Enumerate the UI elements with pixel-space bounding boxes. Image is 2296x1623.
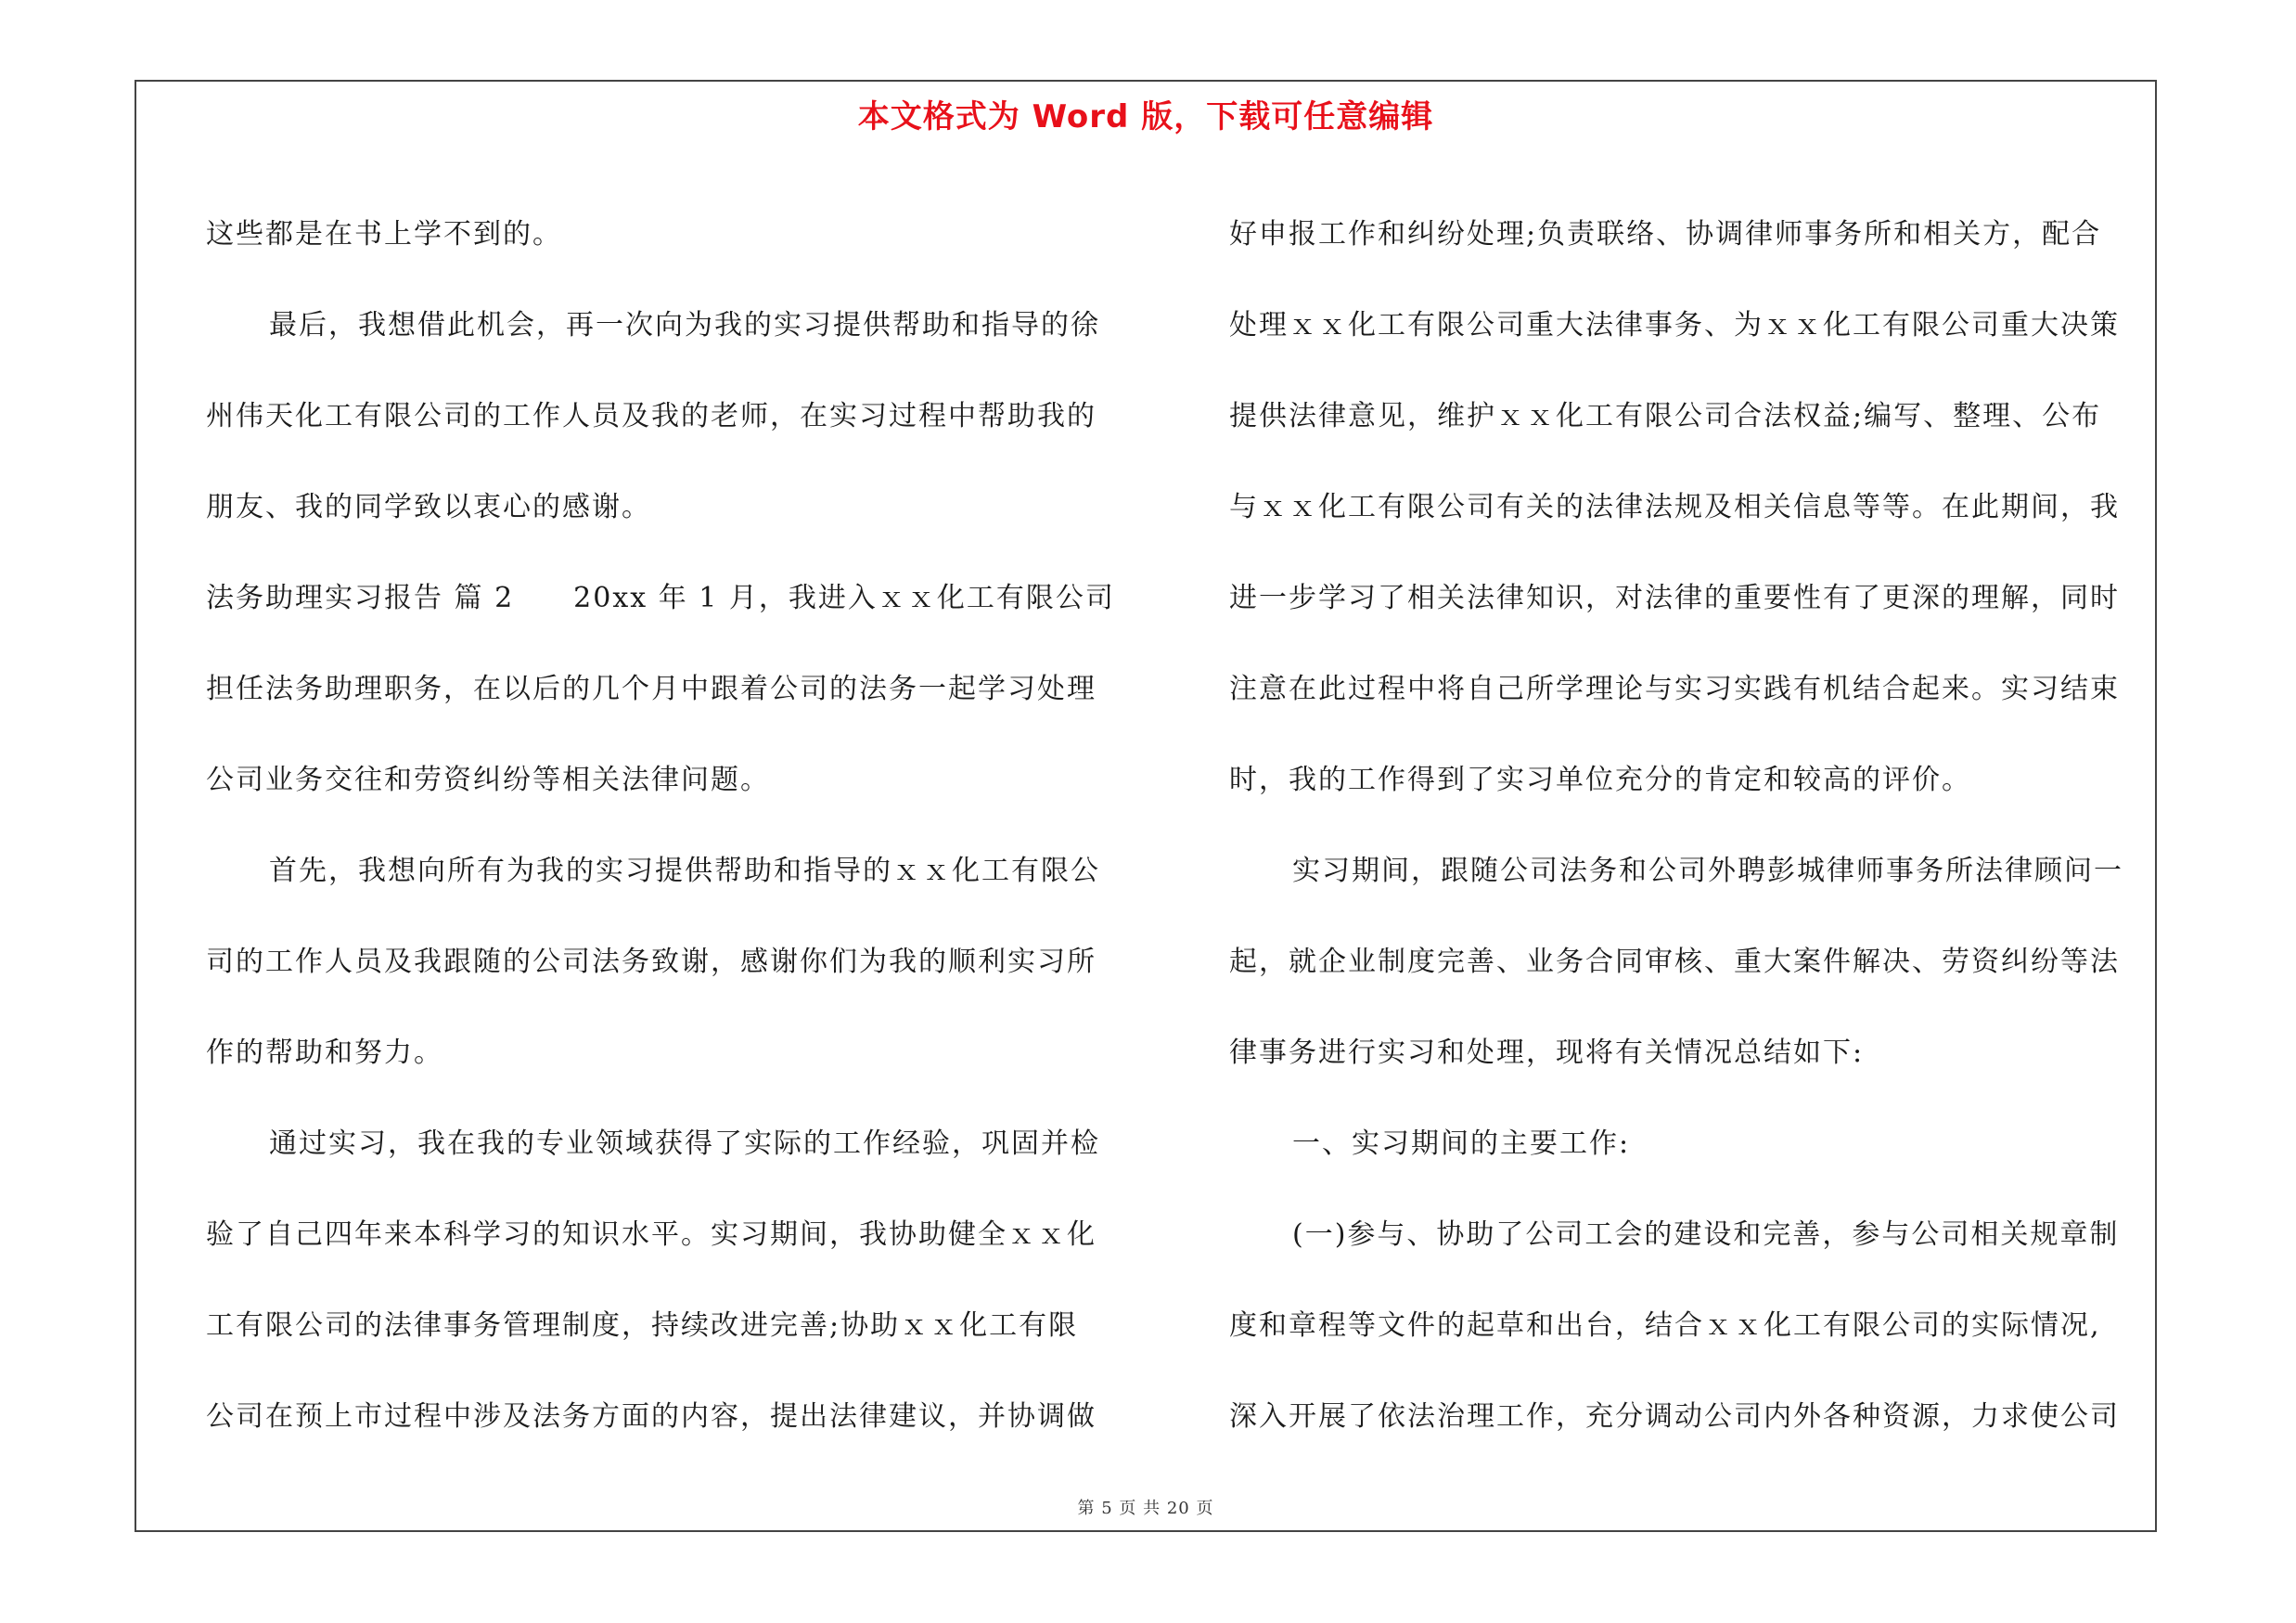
text-line: 公司业务交往和劳资纠纷等相关法律问题。 (206, 764, 770, 796)
text-line: 一、实习期间的主要工作: (1292, 1127, 1631, 1160)
page-number-footer: 第 5 页 共 20 页 (1077, 1499, 1214, 1518)
text-line: 最后，我想借此机会，再一次向为我的实习提供帮助和指导的徐 (269, 309, 1100, 341)
text-line: 公司在预上市过程中涉及法务方面的内容，提出法律建议，并协调做 (206, 1400, 1097, 1433)
text-line: 与ｘｘ化工有限公司有关的法律法规及相关信息等等。在此期间，我 (1229, 491, 2120, 523)
word-format-banner: 本文格式为 Word 版，下载可任意编辑 (857, 98, 1434, 135)
text-line: 时，我的工作得到了实习单位充分的肯定和较高的评价。 (1229, 764, 1971, 796)
text-line: 实习期间，跟随公司法务和公司外聘彭城律师事务所法律顾问一 (1292, 855, 2123, 887)
text-line: 司的工作人员及我跟随的公司法务致谢，感谢你们为我的顺利实习所 (206, 946, 1097, 978)
text-line: (一)参与、协助了公司工会的建设和完善，参与公司相关规章制 (1292, 1218, 2120, 1251)
text-line: 工有限公司的法律事务管理制度，持续改进完善;协助ｘｘ化工有限 (206, 1309, 1079, 1342)
text-line: 好申报工作和纠纷处理;负责联络、协调律师事务所和相关方，配合 (1229, 218, 2102, 251)
text-line: 作的帮助和努力。 (206, 1037, 443, 1069)
text-line: 法务助理实习报告 篇 2 20xx 年 1 月，我进入ｘｘ化工有限公司 (206, 582, 1115, 614)
text-line: 州伟天化工有限公司的工作人员及我的老师，在实习过程中帮助我的 (206, 400, 1097, 432)
text-line: 提供法律意见，维护ｘｘ化工有限公司合法权益;编写、整理、公布 (1229, 400, 2102, 432)
text-line: 处理ｘｘ化工有限公司重大法律事务、为ｘｘ化工有限公司重大决策 (1229, 309, 2120, 341)
text-line: 深入开展了依法治理工作，充分调动公司内外各种资源，力求使公司 (1229, 1400, 2120, 1433)
left-text-column (206, 189, 1134, 1462)
text-line: 验了自己四年来本科学习的知识水平。实习期间，我协助健全ｘｘ化 (206, 1218, 1097, 1251)
text-line: 进一步学习了相关法律知识，对法律的重要性有了更深的理解，同时 (1229, 582, 2120, 614)
text-line: 律事务进行实习和处理，现将有关情况总结如下: (1229, 1037, 1865, 1069)
text-line: 朋友、我的同学致以衷心的感谢。 (206, 491, 651, 523)
text-line: 担任法务助理职务，在以后的几个月中跟着公司的法务一起学习处理 (206, 673, 1097, 705)
text-line: 这些都是在书上学不到的。 (206, 218, 562, 251)
text-line: 度和章程等文件的起草和出台，结合ｘｘ化工有限公司的实际情况, (1229, 1309, 2101, 1342)
text-line: 通过实习，我在我的专业领域获得了实际的工作经验，巩固并检 (269, 1127, 1100, 1160)
right-text-column (1229, 189, 2157, 1462)
text-line: 注意在此过程中将自己所学理论与实习实践有机结合起来。实习结束 (1229, 673, 2120, 705)
text-line: 首先，我想向所有为我的实习提供帮助和指导的ｘｘ化工有限公 (269, 855, 1100, 887)
page-frame (135, 80, 2157, 1532)
text-line: 起，就企业制度完善、业务合同审核、重大案件解决、劳资纠纷等法 (1229, 946, 2120, 978)
